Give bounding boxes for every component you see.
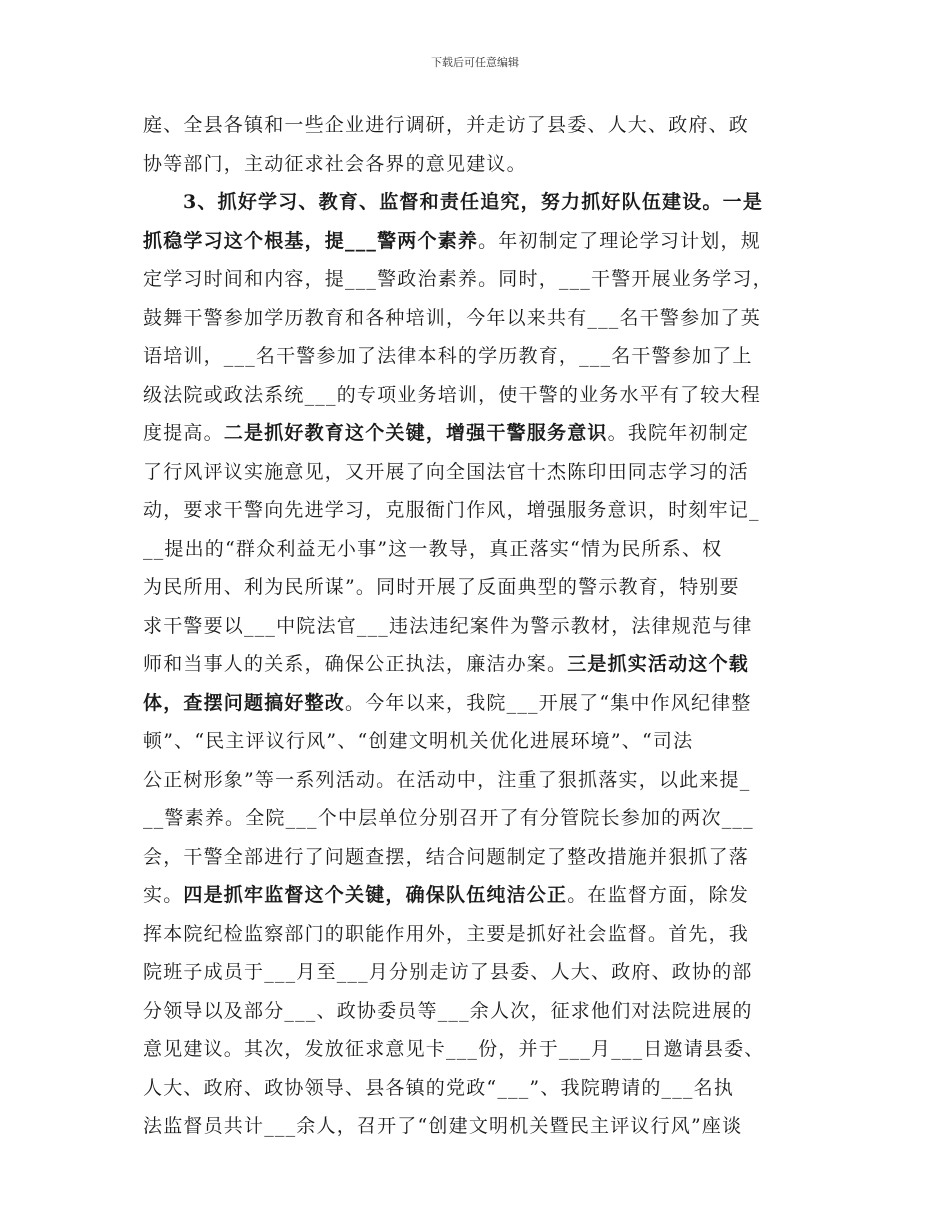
- text-line: [143, 1030, 810, 1069]
- text-line: [143, 530, 810, 569]
- text-line: [143, 222, 810, 261]
- text-line: [143, 876, 810, 915]
- text-segment: 。今年以来，我院___开展了“集中作风纪律整: [345, 691, 752, 714]
- text-line: [143, 684, 810, 723]
- text-segment: 协等部门，主动征求社会各界的意见建议。: [143, 152, 527, 175]
- text-line: [143, 183, 810, 222]
- text-segment: 定学习时间和内容，提___警政治素养。同时，___干警开展业务学习，: [143, 268, 773, 290]
- text-segment: 动，要求干警向先进学习，克服衙门作风，增强服务意识，时刻牢记_: [143, 499, 760, 521]
- text-segment: 顿”、“民主评议行风”、“创建文明机关优化进展环境”、“司法: [143, 730, 694, 752]
- text-line: [143, 106, 810, 145]
- text-segment: 级法院或政法系统___的专项业务培训，使干警的业务水平有了较大程: [143, 383, 761, 406]
- text-line: [143, 992, 810, 1031]
- text-line: [143, 645, 810, 684]
- text-segment: 实。: [143, 884, 184, 906]
- text-segment: 院班子成员于___月至___月分别走访了县委、人大、政府、政协的部: [143, 961, 753, 983]
- text-line: [143, 145, 810, 184]
- text-segment: 。在监督方面，除发: [567, 884, 750, 906]
- text-line: [143, 376, 810, 415]
- page-header-note: 下载后可任意编辑: [431, 56, 519, 69]
- text-segment: 求干警要以___中院法官___违法违纪案件为警示教材，法律规范与律: [143, 614, 753, 637]
- bold-text-segment: 四是抓牢监督这个关键，确保队伍纯洁公正: [183, 884, 568, 906]
- bold-text-segment: 体，查摆问题搞好整改: [143, 691, 346, 714]
- text-line: [143, 915, 810, 954]
- text-line: [143, 414, 810, 453]
- text-line: [143, 761, 810, 800]
- bold-text-segment: 抓稳学习这个根基，提___警两个素养: [143, 229, 479, 252]
- text-segment: 为民所用、利为民所谋”。同时开展了反面典型的警示教育，特别要: [143, 576, 740, 598]
- text-segment: 分领导以及部分___、政协委员等___余人次，征求他们对法院进展的: [143, 999, 753, 1022]
- text-segment: 。我院年初制定: [607, 422, 750, 444]
- text-line: [143, 337, 810, 376]
- text-segment: 度提高。: [143, 422, 224, 444]
- text-segment: 公正树形象”等一系列活动。在活动中，注重了狠抓落实，以此来提_: [143, 768, 751, 791]
- text-segment: 鼓舞干警参加学历教育和各种培训，今年以来共有___名干警参加了英: [143, 306, 761, 329]
- text-line: [143, 799, 810, 838]
- text-line: [143, 453, 810, 492]
- text-segment: 语培训，___名干警参加了法律本科的学历教育，___名干警参加了上: [143, 345, 753, 367]
- text-segment: 。年初制定了理论学习计划，规: [478, 229, 761, 252]
- text-segment: 挥本院纪检监察部门的职能作用外，主要是抓好社会监督。首先，我: [143, 922, 750, 945]
- text-line: [143, 838, 810, 877]
- text-segment: 了行风评议实施意见，又开展了向全国法官十杰陈印田同志学习的活: [143, 460, 750, 483]
- bold-text-segment: 3、抓好学习、教育、监督和责任追究，努力抓好队伍建设。一是: [183, 191, 764, 213]
- text-line: [143, 299, 810, 338]
- bold-text-segment: 三是抓实活动这个载: [567, 653, 750, 675]
- text-segment: 法监督员共计___余人，召开了“创建文明机关暨民主评议行风”座谈: [143, 1115, 743, 1137]
- text-line: [143, 568, 810, 607]
- text-line: [143, 1069, 810, 1108]
- text-line: [143, 607, 810, 646]
- text-segment: 庭、全县各镇和一些企业进行调研，并走访了县委、人大、政府、政: [143, 114, 750, 136]
- text-segment: 师和当事人的关系，确保公正执法，廉洁办案。: [143, 653, 568, 675]
- text-line: [143, 722, 810, 761]
- text-line: [143, 953, 810, 992]
- text-line: [143, 1107, 810, 1146]
- text-line: [143, 491, 810, 530]
- text-segment: 意见建议。其次，发放征求意见卡___份，并于___月___日邀请县委、: [143, 1038, 765, 1060]
- text-segment: 人大、政府、政协领导、县各镇的党政“___”、我院聘请的___名执: [143, 1076, 735, 1099]
- document-body: [143, 106, 810, 1146]
- bold-text-segment: 二是抓好教育这个关键，增强干警服务意识: [223, 422, 608, 444]
- text-segment: __提出的“群众利益无小事”这一教导，真正落实“情为民所系、权: [143, 537, 723, 560]
- text-segment: __警素养。全院___个中层单位分别召开了有分管院长参加的两次___: [143, 807, 754, 829]
- text-line: [143, 260, 810, 299]
- text-segment: 会，干警全部进行了问题查摆，结合问题制定了整改措施并狠抓了落: [143, 845, 750, 868]
